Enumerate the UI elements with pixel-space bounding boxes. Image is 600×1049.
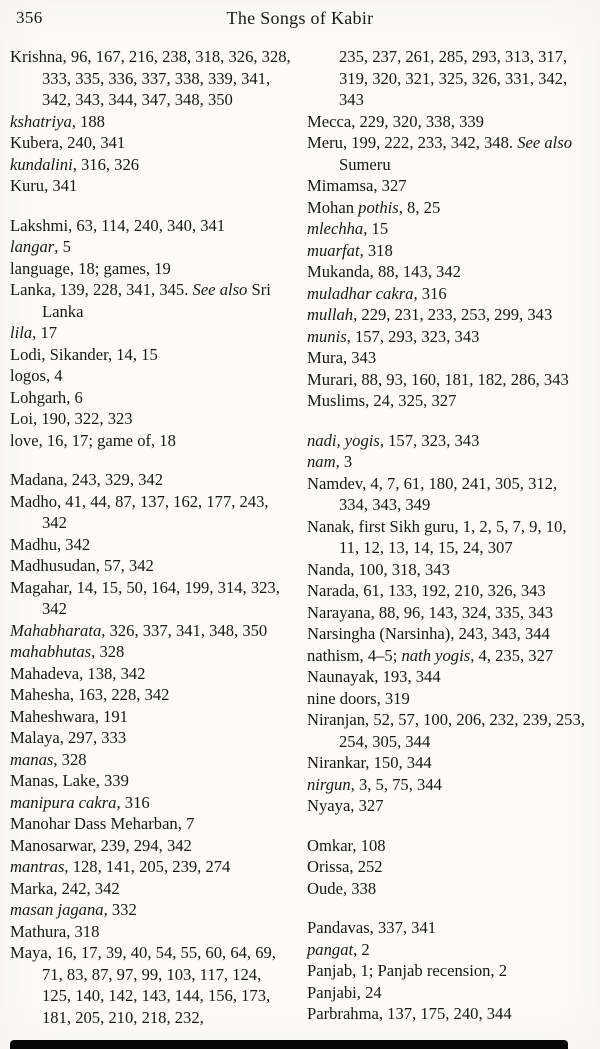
index-entry	[307, 347, 590, 369]
index-entry	[10, 684, 293, 706]
index-text: , 17	[32, 323, 58, 342]
index-text: Panjabi, 24	[307, 982, 382, 1002]
index-text: love, 16, 17; game of, 18	[10, 430, 176, 450]
index-entry	[307, 430, 590, 452]
index-entry	[307, 666, 590, 688]
index-text: Manas, Lake, 339	[10, 771, 129, 790]
index-text: , 326, 337, 341, 348, 350	[101, 620, 268, 640]
index-text: Mahadeva, 138, 342	[10, 663, 146, 683]
index-group-gap	[307, 899, 590, 917]
index-text: Nanak, first Sikh guru, 1, 2, 5, 7, 9, 10, 11, 12, 13, 14, 15, 24, 307	[307, 516, 567, 557]
index-entry	[307, 602, 590, 624]
index-entry	[10, 279, 293, 322]
index-text: Manosarwar, 239, 294, 342	[10, 835, 192, 855]
index-text: Narayana, 88, 96, 143, 324, 335, 343	[307, 602, 554, 622]
index-entry	[307, 261, 590, 283]
index-entry	[10, 430, 293, 452]
index-entry	[10, 813, 293, 835]
index-text: Muslims, 24, 325, 327	[307, 391, 457, 410]
index-entry	[307, 939, 590, 961]
index-entry	[10, 663, 293, 685]
index-text: Omkar, 108	[307, 835, 386, 855]
index-text: Niranjan, 52, 57, 100, 206, 232, 239, 253, 254, 305, 344	[307, 710, 585, 751]
index-text: Nyaya, 327	[307, 796, 384, 815]
index-term-italic: nam	[307, 452, 336, 471]
index-text: Madana, 243, 329, 342	[10, 470, 164, 489]
index-entry	[307, 688, 590, 710]
index-text: , 229, 231, 233, 253, 299, 343	[353, 305, 553, 324]
index-entry	[307, 623, 590, 645]
index-entry	[10, 132, 293, 154]
index-term-italic: kundalini	[10, 154, 73, 174]
index-entry	[307, 369, 590, 391]
index-entry	[10, 878, 293, 900]
index-entry	[307, 516, 590, 559]
index-text: Mimamsa, 327	[307, 176, 407, 195]
index-text: nathism, 4–5;	[307, 645, 402, 665]
index-text: Manohar Dass Meharban, 7	[10, 814, 195, 833]
index-term-italic: See also	[192, 280, 248, 299]
index-entry	[10, 835, 293, 857]
index-entry	[10, 387, 293, 409]
index-text: Madhusudan, 57, 342	[10, 556, 154, 575]
index-entry	[307, 774, 590, 796]
index-entry	[307, 304, 590, 326]
index-entry	[10, 899, 293, 921]
index-text: Panjab, 1; Panjab recension, 2	[307, 961, 508, 980]
index-text: 235, 237, 261, 285, 293, 313, 317, 319, 320, 321, 325, 326, 331, 342, 343	[339, 47, 568, 109]
index-text: Mukanda, 88, 143, 342	[307, 262, 461, 281]
index-group-gap	[10, 451, 293, 469]
index-text: , 2	[353, 939, 370, 959]
index-term-italic: masan jagana	[10, 900, 104, 919]
index-text: , 8, 25	[398, 197, 441, 217]
index-text: Sumeru	[339, 154, 391, 174]
index-text: Madho, 41, 44, 87, 137, 162, 177, 243, 342	[10, 491, 269, 532]
index-entry	[10, 322, 293, 344]
index-text: Madhu, 342	[10, 534, 91, 554]
index-entry	[10, 856, 293, 878]
index-entry	[10, 111, 293, 133]
index-entry	[307, 580, 590, 602]
index-columns	[0, 32, 600, 1028]
index-entry	[307, 960, 590, 982]
index-entry	[307, 795, 590, 817]
index-entry	[10, 770, 293, 792]
index-entry	[10, 577, 293, 620]
index-term-italic: nirgun	[307, 774, 351, 794]
index-text: , 157, 293, 323, 343	[346, 326, 480, 346]
index-text: Narada, 61, 133, 192, 210, 326, 343	[307, 581, 546, 600]
index-column-right	[307, 46, 590, 1028]
index-term-italic: pothis	[358, 197, 399, 217]
index-entry	[307, 473, 590, 516]
index-term-italic: manas	[10, 749, 54, 769]
index-entry	[307, 197, 590, 219]
index-text: Mathura, 318	[10, 921, 100, 941]
index-text: , 5	[54, 237, 71, 256]
index-entry	[307, 856, 590, 878]
index-entry	[10, 749, 293, 771]
index-entry	[10, 534, 293, 556]
index-text: , 332	[103, 900, 137, 919]
index-text: Kubera, 240, 341	[10, 133, 126, 152]
index-text: Naunayak, 193, 344	[307, 667, 441, 686]
index-term-italic: muarfat	[307, 240, 360, 260]
index-entry	[10, 469, 293, 491]
index-text: Lodi, Sikander, 14, 15	[10, 344, 158, 364]
index-entry	[10, 154, 293, 176]
index-entry	[10, 641, 293, 663]
index-term-italic: mantras	[10, 857, 65, 876]
index-text: Orissa, 252	[307, 857, 383, 876]
index-term-italic: mahabhutas	[10, 642, 92, 661]
index-entry-continuation	[307, 46, 590, 111]
index-text: , 4, 235, 327	[470, 645, 554, 665]
running-title: The Songs of Kabir	[226, 8, 374, 28]
index-entry	[307, 218, 590, 240]
index-entry	[10, 792, 293, 814]
index-text: , 318	[359, 240, 393, 260]
index-entry	[10, 344, 293, 366]
index-text: , 188	[71, 111, 105, 131]
index-text: , 15	[363, 219, 389, 238]
index-entry	[10, 236, 293, 258]
index-entry	[10, 942, 293, 1028]
index-entry	[307, 132, 590, 175]
index-term-italic: Mahabharata	[10, 620, 102, 640]
index-text: Mecca, 229, 320, 338, 339	[307, 111, 484, 131]
index-term-italic: muladhar cakra	[307, 283, 414, 303]
index-text: Lanka, 139, 228, 341, 345.	[10, 280, 193, 299]
index-text: Lohgarh, 6	[10, 387, 83, 407]
index-entry	[307, 451, 590, 473]
index-text: Namdev, 4, 7, 61, 180, 241, 305, 312, 334, 343, 349	[307, 473, 558, 514]
index-entry	[10, 46, 293, 111]
index-entry	[307, 835, 590, 857]
index-entry	[307, 283, 590, 305]
index-term-italic: mullah	[307, 305, 354, 324]
index-term-italic: pangat	[307, 939, 354, 959]
index-text: , 328	[91, 642, 125, 661]
index-text: Pandavas, 337, 341	[307, 918, 437, 937]
index-entry	[10, 555, 293, 577]
index-entry	[10, 258, 293, 280]
index-text: , 3	[335, 452, 353, 471]
running-header	[0, 0, 600, 32]
index-text: language, 18; games, 19	[10, 258, 171, 278]
index-entry	[10, 921, 293, 943]
index-entry	[307, 1003, 590, 1025]
index-term-italic: See also	[517, 133, 573, 152]
index-entry	[307, 559, 590, 581]
index-term-italic: kshatriya	[10, 111, 72, 131]
index-text: , 128, 141, 205, 239, 274	[64, 857, 231, 876]
index-text: Narsingha (Narsinha), 243, 343, 344	[307, 624, 550, 643]
index-entry	[307, 175, 590, 197]
index-entry	[10, 408, 293, 430]
index-text: Magahar, 14, 15, 50, 164, 199, 314, 323, 342	[10, 577, 280, 618]
index-entry	[307, 390, 590, 412]
index-text: Krishna, 96, 167, 216, 238, 318, 326, 328, 333, 335, 336, 337, 338, 339, 341, 342, 343, 344, 347, 348, 350	[10, 47, 291, 109]
index-text: Nirankar, 150, 344	[307, 753, 432, 772]
index-group-gap	[307, 817, 590, 835]
index-text: Sri Lanka	[42, 280, 271, 321]
index-term-italic: munis	[307, 326, 347, 346]
index-group-gap	[10, 197, 293, 215]
index-entry	[10, 215, 293, 237]
index-text: Maya, 16, 17, 39, 40, 54, 55, 60, 64, 69, 71, 83, 87, 97, 99, 103, 117, 124, 125, 140, 142, 143, 144, 156, 173, 181, 205, 210, 218, 232,	[10, 943, 276, 1027]
index-text: , 316, 326	[72, 154, 140, 174]
scan-edge-artifact	[10, 1040, 568, 1049]
index-text: Murari, 88, 93, 160, 181, 182, 286, 343	[307, 369, 569, 389]
index-text: Maheshwara, 191	[10, 706, 128, 726]
index-term-italic: langar	[10, 237, 55, 256]
index-text: Oude, 338	[307, 878, 377, 898]
index-term-italic: nadi, yogis	[307, 430, 380, 450]
index-text: Kuru, 341	[10, 176, 78, 195]
index-term-italic: nath yogis	[401, 645, 471, 665]
index-text: nine doors, 319	[307, 688, 410, 708]
index-text: , 316	[413, 283, 447, 303]
index-term-italic: lila	[10, 323, 33, 342]
page-number: 356	[16, 8, 43, 27]
index-entry	[307, 917, 590, 939]
index-entry	[10, 727, 293, 749]
index-text: logos, 4	[10, 366, 63, 385]
index-text: , 316	[116, 792, 150, 812]
index-text: Marka, 242, 342	[10, 878, 120, 898]
index-entry	[10, 706, 293, 728]
index-group-gap	[307, 412, 590, 430]
index-text: Mohan	[307, 197, 359, 217]
index-text: Malaya, 297, 333	[10, 728, 127, 747]
index-entry	[10, 620, 293, 642]
index-entry	[307, 240, 590, 262]
index-entry	[10, 365, 293, 387]
index-term-italic: manipura cakra	[10, 792, 117, 812]
index-entry	[10, 175, 293, 197]
index-text: Meru, 199, 222, 233, 342, 348.	[307, 133, 518, 152]
index-entry	[307, 878, 590, 900]
index-entry	[307, 645, 590, 667]
index-text: , 157, 323, 343	[379, 430, 480, 450]
index-entry	[307, 326, 590, 348]
index-term-italic: mlechha	[307, 219, 364, 238]
index-entry	[307, 111, 590, 133]
index-text: , 3, 5, 75, 344	[350, 774, 442, 794]
index-column-left	[10, 46, 293, 1028]
index-entry	[307, 982, 590, 1004]
index-text: Lakshmi, 63, 114, 240, 340, 341	[10, 215, 226, 235]
index-entry	[10, 491, 293, 534]
index-text: Parbrahma, 137, 175, 240, 344	[307, 1004, 512, 1023]
index-text: Nanda, 100, 318, 343	[307, 559, 450, 579]
index-text: Mahesha, 163, 228, 342	[10, 685, 170, 704]
index-text: , 328	[53, 749, 87, 769]
index-entry	[307, 752, 590, 774]
index-entry	[307, 709, 590, 752]
index-text: Loi, 190, 322, 323	[10, 409, 133, 428]
index-text: Mura, 343	[307, 348, 377, 367]
